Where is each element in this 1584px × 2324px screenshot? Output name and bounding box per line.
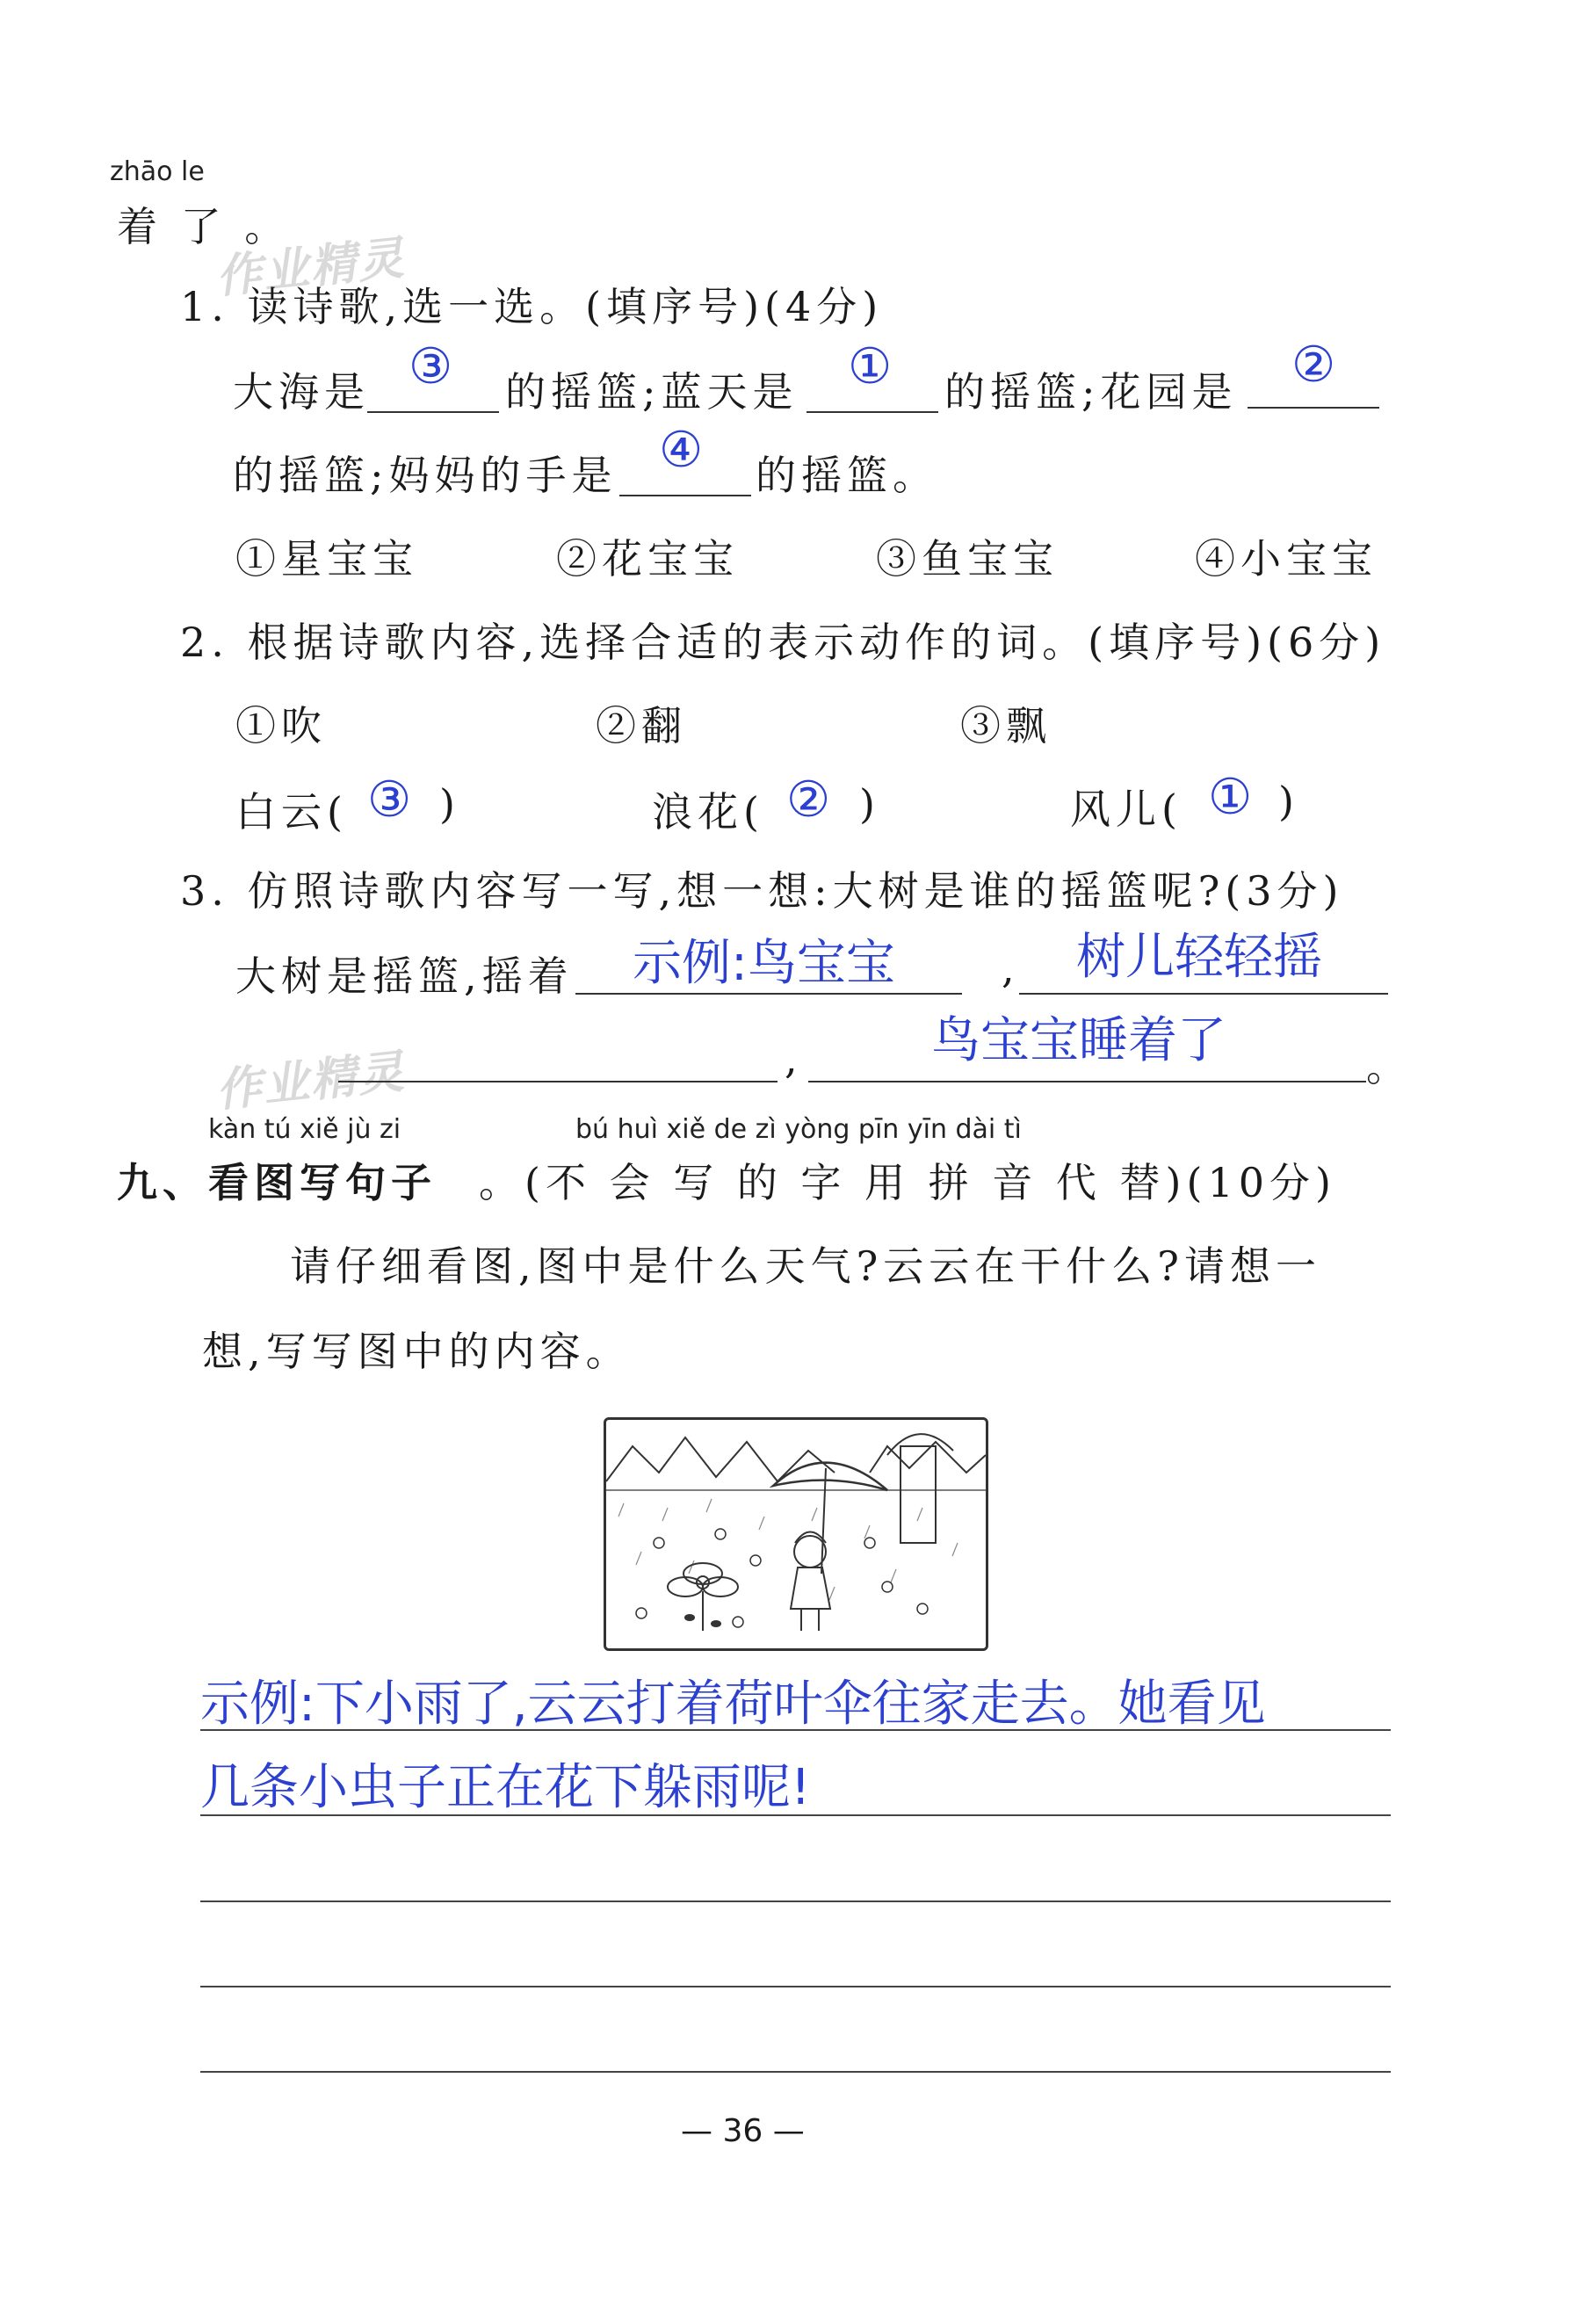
q1-blank1[interactable] <box>367 411 499 413</box>
q1-line1-part2: 的摇篮;蓝天是 <box>505 368 799 416</box>
q1-option-1: ①星宝宝 <box>235 535 418 583</box>
q2-option-3: ③飘 <box>960 702 1052 749</box>
q1-answer2: ① <box>848 338 893 395</box>
q1-line2-part1: 的摇篮;妈妈的手是 <box>233 452 618 499</box>
q2-item-1-answer: ③ <box>367 771 412 829</box>
q2-item-3-close: ) <box>1278 778 1299 825</box>
q3-answer2: 树儿轻轻摇 <box>1076 929 1322 986</box>
writing-line-5[interactable] <box>200 2071 1391 2073</box>
q1-answer3: ② <box>1291 337 1336 394</box>
q3-comma2: , <box>785 1035 803 1082</box>
q3-end: 。 <box>1366 1043 1412 1090</box>
section9-title: 九、看图写句子 <box>117 1159 437 1206</box>
q2-item-1-label: 白云( <box>235 788 348 836</box>
writing-line-1[interactable] <box>200 1729 1391 1731</box>
tree-icon <box>900 1446 936 1543</box>
q1-option-2: ②花宝宝 <box>556 535 739 583</box>
writing-line-4[interactable] <box>200 1986 1391 1987</box>
q1-title: 1. 读诗歌,选一选。(填序号)(4分) <box>180 283 884 330</box>
section9-answer-line1: 示例:下小雨了,云云打着荷叶伞往家走去。她看见 <box>200 1676 1266 1733</box>
watermark-1: 作业精灵 <box>213 231 409 305</box>
page-number: — 36 — <box>681 2113 805 2149</box>
rainy-day-illustration <box>606 1420 986 1648</box>
q2-item-2-close: ) <box>859 780 880 828</box>
top-text: 着 了 。 <box>117 203 291 250</box>
writing-line-3[interactable] <box>200 1900 1391 1902</box>
q2-item-2-label: 浪花( <box>652 788 764 836</box>
q1-line1-part1: 大海是 <box>233 368 370 416</box>
q1-blank2[interactable] <box>806 411 938 413</box>
q2-option-2: ②翻 <box>596 702 687 749</box>
q1-blank4[interactable] <box>619 495 751 496</box>
q1-option-3: ③鱼宝宝 <box>876 535 1059 583</box>
section9-title-rest: 。(不 会 写 的 字 用 拼 音 代 替)(10分) <box>479 1159 1336 1206</box>
q3-blank2[interactable] <box>1019 993 1388 995</box>
q1-line2-part2: 的摇篮。 <box>756 452 938 499</box>
q1-line1-part3: 的摇篮;花园是 <box>944 368 1238 416</box>
q1-blank3[interactable] <box>1248 407 1379 409</box>
q1-answer1: ③ <box>409 338 453 395</box>
q3-comma1: , <box>1002 945 1020 992</box>
watermark-2: 作业精灵 <box>213 1045 409 1119</box>
lotus-leaf-umbrella-icon <box>773 1463 887 1490</box>
q3-blank3[interactable] <box>338 1081 778 1082</box>
writing-line-2[interactable] <box>200 1814 1391 1816</box>
rain-icon <box>618 1499 958 1600</box>
section9-prompt-line1: 请仔细看图,图中是什么天气?云云在干什么?请想一 <box>290 1242 1321 1290</box>
girl-icon <box>794 1536 826 1567</box>
q2-item-2-answer: ② <box>786 771 831 829</box>
flower-icon <box>668 1563 738 1631</box>
section9-prompt-line2: 想,写写图中的内容。 <box>202 1328 632 1375</box>
q3-blank4[interactable] <box>808 1081 1366 1082</box>
q2-item-3-label: 风儿( <box>1070 786 1183 833</box>
q2-title: 2. 根据诗歌内容,选择合适的表示动作的词。(填序号)(6分) <box>180 619 1386 666</box>
q3-answer3: 鸟宝宝睡着了 <box>931 1012 1226 1069</box>
section9-pinyin-right: bú huì xiě de zì yòng pīn yīn dài tì <box>575 1114 1022 1145</box>
top-pinyin: zhāo le <box>110 156 205 187</box>
q3-line1-prefix: 大树是摇篮,摇着 <box>235 952 574 1000</box>
q2-item-1-close: ) <box>439 780 460 828</box>
q1-option-4: ④小宝宝 <box>1195 535 1378 583</box>
section9-pinyin-left: kàn tú xiě jù zi <box>208 1114 401 1145</box>
section9-answer-line2: 几条小虫子正在花下躲雨呢! <box>200 1759 811 1816</box>
q3-title: 3. 仿照诗歌内容写一写,想一想:大树是谁的摇篮呢?(3分) <box>180 867 1344 915</box>
scene-picture <box>604 1417 988 1651</box>
q1-answer4: ④ <box>659 422 704 479</box>
q2-item-3-answer: ① <box>1208 769 1253 826</box>
q2-option-1: ①吹 <box>235 702 327 749</box>
mountains-icon <box>606 1437 835 1481</box>
q3-answer1: 示例:鸟宝宝 <box>633 935 895 992</box>
